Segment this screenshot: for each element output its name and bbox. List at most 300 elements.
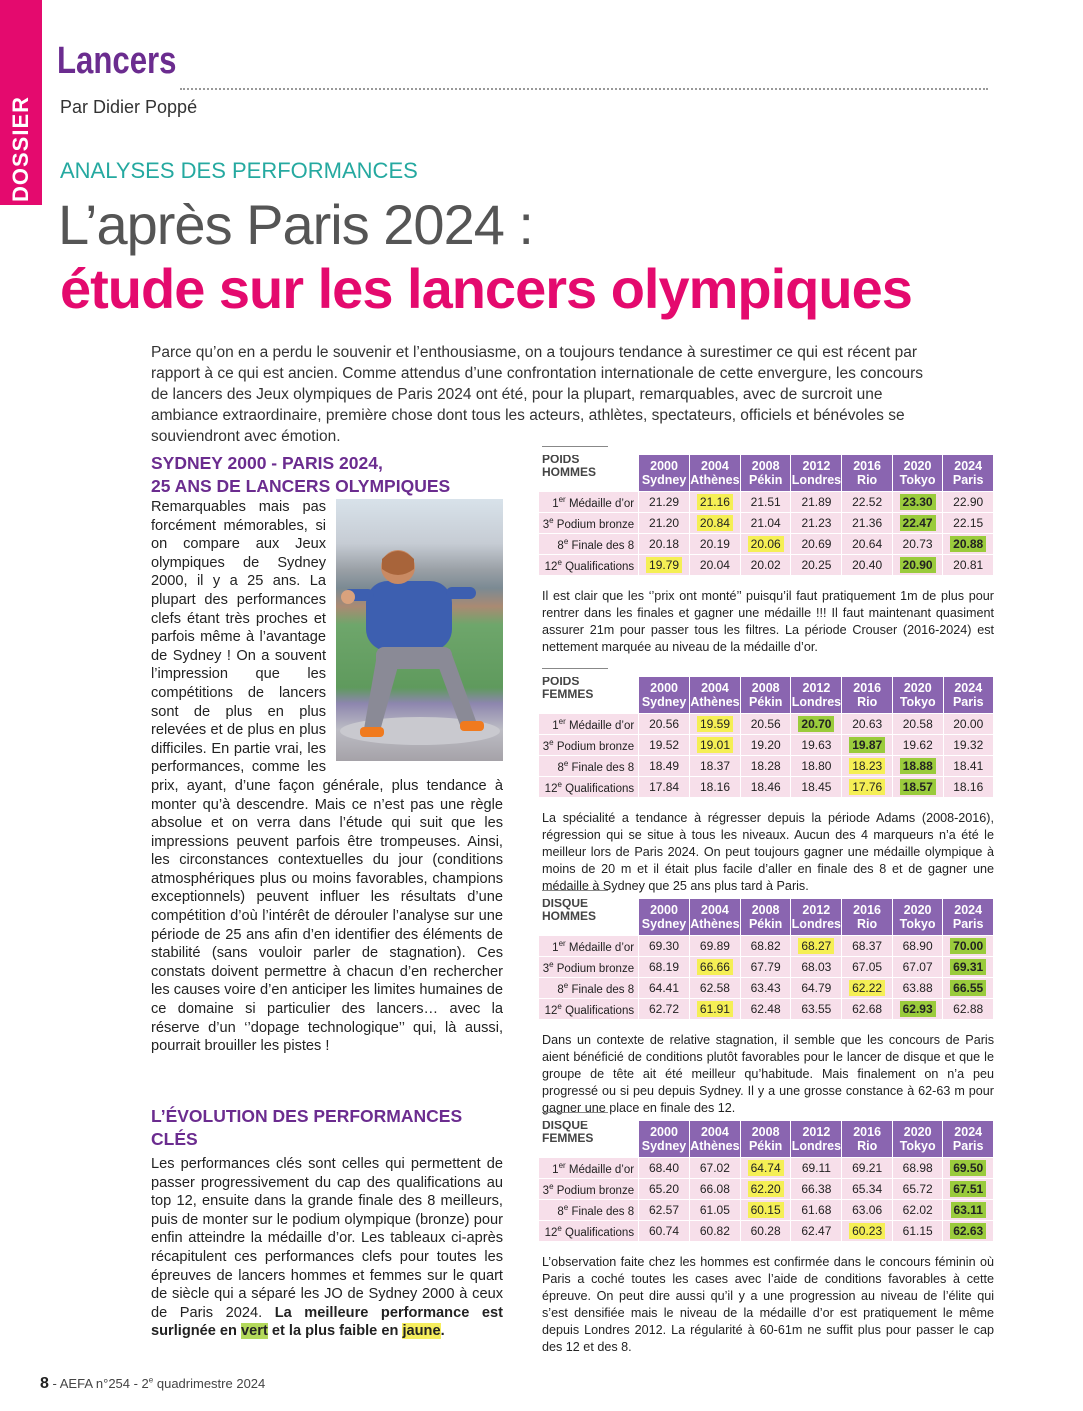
cell-value: 18.16 — [953, 780, 984, 794]
table-cell — [740, 513, 791, 534]
table-cell — [740, 1158, 791, 1179]
table-cell — [842, 534, 892, 555]
column-year: 2000 — [650, 681, 678, 695]
table-cell — [842, 492, 892, 513]
column-header — [740, 677, 790, 714]
headline-line-2: étude sur les lancers olympiques — [60, 257, 912, 320]
cell-value: 68.98 — [902, 1161, 933, 1175]
column-year: 2008 — [751, 459, 780, 473]
section1-heading — [151, 452, 503, 498]
column-header — [791, 677, 842, 714]
column-city: Tokyo — [899, 695, 936, 709]
row-label — [539, 534, 639, 555]
cell-value: 62.88 — [953, 1002, 984, 1016]
column-header — [740, 455, 791, 492]
table-cell — [639, 999, 690, 1020]
column-year: 2016 — [853, 681, 882, 695]
table-cell — [892, 513, 943, 534]
column-city: Athènes — [690, 1139, 740, 1153]
cell-value: 68.90 — [902, 939, 933, 953]
row-rank-sup: e — [549, 1181, 554, 1191]
header-blank — [539, 677, 639, 714]
cell-value: 20.56 — [649, 717, 680, 731]
row-rank: 12 — [544, 1004, 558, 1017]
cell-value: 62.47 — [801, 1224, 832, 1238]
table-cell — [791, 1179, 842, 1200]
table-cell — [689, 513, 740, 534]
column-header — [892, 1121, 943, 1158]
row-label-text: Podium bronze — [556, 962, 635, 975]
cell-value: 64.74 — [748, 1160, 784, 1176]
publication-b: quadrimestre 2024 — [153, 1376, 266, 1391]
dotted-divider — [180, 88, 988, 90]
column-city: Rio — [857, 473, 878, 487]
column-header — [943, 455, 994, 492]
row-rank: 3 — [542, 962, 550, 975]
cell-value: 68.37 — [852, 939, 883, 953]
table-cell — [740, 999, 790, 1020]
column-year: 2020 — [903, 459, 932, 473]
cell-value: 20.04 — [699, 558, 730, 572]
table-cell — [689, 978, 740, 999]
column-year: 2008 — [751, 903, 780, 917]
cell-value: 19.63 — [801, 738, 832, 752]
table-cell — [740, 534, 791, 555]
cell-value: 18.23 — [849, 758, 885, 774]
table-cell — [689, 492, 740, 513]
cell-value: 20.18 — [649, 537, 680, 551]
table-cell — [892, 1200, 943, 1221]
cell-value: 62.22 — [849, 980, 885, 996]
column-city: Paris — [952, 917, 984, 931]
table-cell — [943, 978, 994, 999]
cell-value: 20.73 — [902, 537, 933, 551]
table-row — [539, 735, 994, 756]
cell-value: 20.25 — [801, 558, 832, 572]
row-rank: 12 — [544, 560, 558, 573]
row-rank: 8 — [557, 983, 564, 996]
column-header — [639, 455, 690, 492]
table-row — [539, 1179, 994, 1200]
row-rank-sup: e — [563, 1202, 569, 1212]
cell-value: 63.55 — [801, 1002, 832, 1016]
cell-value: 20.00 — [953, 717, 984, 731]
column-city: Tokyo — [899, 917, 936, 931]
table-poids-femmes — [538, 668, 994, 893]
table-cell — [639, 555, 690, 576]
row-label-text: Finale des 8 — [571, 983, 635, 996]
row-rank: 1 — [552, 1163, 559, 1176]
results-table — [538, 676, 994, 798]
table-cell — [943, 735, 993, 756]
row-label-text: Qualifications — [565, 782, 635, 795]
table-disque-hommes — [538, 890, 994, 1115]
table-cell — [690, 777, 741, 798]
table-cell — [740, 714, 790, 735]
table-cell — [639, 1200, 690, 1221]
table-cell — [639, 492, 690, 513]
table-row — [539, 978, 994, 999]
column-header — [690, 677, 741, 714]
cell-value: 21.51 — [750, 495, 781, 509]
athlete-photo — [336, 499, 503, 761]
table-cell — [791, 936, 842, 957]
cell-value: 66.08 — [699, 1182, 730, 1196]
column-city: Pékin — [749, 473, 783, 487]
cell-value: 20.40 — [852, 558, 883, 572]
column-year: 2012 — [802, 681, 831, 695]
row-rank: 8 — [557, 539, 564, 552]
row-rank-sup: e — [549, 515, 554, 525]
table-row — [539, 936, 994, 957]
results-table — [538, 454, 994, 576]
table-cell — [943, 999, 994, 1020]
cell-value: 69.11 — [801, 1161, 831, 1175]
cell-value: 20.63 — [852, 717, 883, 731]
table-cell — [892, 735, 943, 756]
table-cell — [740, 978, 790, 999]
cell-value: 21.89 — [801, 495, 832, 509]
column-year: 2020 — [903, 681, 932, 695]
table-cell — [943, 1200, 994, 1221]
column-year: 2024 — [954, 681, 983, 695]
section2-body — [151, 1155, 503, 1341]
table-cell — [639, 1158, 690, 1179]
row-label — [539, 492, 639, 513]
cell-value: 22.15 — [953, 516, 984, 530]
cell-value: 18.80 — [801, 759, 832, 773]
table-cell — [689, 1179, 740, 1200]
cell-value: 18.46 — [750, 780, 781, 794]
results-table — [538, 898, 994, 1020]
legend-green-word: vert — [241, 1323, 268, 1340]
table-cell — [943, 714, 993, 735]
table-cell — [791, 1221, 842, 1242]
column-city: Londres — [791, 1139, 842, 1153]
table-cell — [639, 978, 690, 999]
cell-value: 62.58 — [699, 981, 730, 995]
column-city: Pékin — [749, 695, 783, 709]
table-cell — [842, 714, 893, 735]
table-cell — [791, 555, 842, 576]
column-header — [689, 899, 740, 936]
table-cell — [740, 555, 791, 576]
column-header — [892, 455, 943, 492]
table-cell — [943, 777, 993, 798]
table-cell — [689, 534, 740, 555]
table-cell — [791, 513, 842, 534]
row-rank: 3 — [542, 1184, 550, 1197]
lead-paragraph: Parce qu’on en a perdu le souvenir et l’enthousiasme, on a toujours tendance à surestimer ce qui est récent par rapport à ce qui est ancien. Comme attendus d’une confrontation internationale de cette envergure, les concours de lancers des Jeux olympiques de Paris 2024 ont été, pour la plupart, remarquables, avec de surcroit une ambiance extraordinaire, première chose dont tous les acteurs, athlètes, spectateurs, officiels et bénévoles se souviendront avec émotion. — [151, 344, 924, 445]
column-city: Rio — [857, 695, 878, 709]
table-cell — [791, 999, 842, 1020]
column-year: 2020 — [903, 903, 932, 917]
column-city: Sydney — [641, 695, 687, 709]
column-header — [791, 455, 842, 492]
column-city: Paris — [952, 695, 984, 709]
cell-value: 67.02 — [699, 1161, 730, 1175]
column-header — [791, 899, 842, 936]
table-row — [539, 1221, 994, 1242]
row-label — [539, 936, 639, 957]
cell-value: 17.84 — [649, 780, 680, 794]
rubric-title: Lancers — [57, 40, 177, 82]
table-cell — [791, 735, 842, 756]
cell-value: 20.58 — [902, 717, 933, 731]
row-label — [539, 555, 639, 576]
row-label — [539, 1158, 639, 1179]
table-cell — [842, 978, 893, 999]
cell-value: 68.82 — [750, 939, 781, 953]
author-line: Par Didier Poppé — [60, 97, 198, 117]
cell-value: 62.63 — [950, 1223, 986, 1239]
cell-value: 62.93 — [900, 1001, 936, 1017]
table-note: Dans un contexte de relative stagnation, il semble que les concours de Paris aient bénéficié de conditions plutôt favorables pour le lancer de disque et que le groupe de tête ait été meilleur qu’habitude. Mais finalement on n’a peu progressé ou si peu depuis Sydney. Il y a une grosse constance à 62-63 m pour gagner une place en finale des 12. — [542, 1033, 994, 1115]
table-cell — [791, 492, 842, 513]
table-cell — [892, 936, 943, 957]
cell-value: 17.76 — [849, 779, 885, 795]
row-label-text: Finale des 8 — [571, 761, 635, 774]
column-year: 2016 — [853, 1125, 882, 1139]
cell-value: 62.48 — [750, 1002, 781, 1016]
cell-value: 20.90 — [900, 557, 936, 573]
cell-value: 62.57 — [648, 1203, 680, 1217]
row-rank: 12 — [544, 1226, 558, 1239]
column-city: Londres — [791, 473, 842, 487]
caption-rule — [542, 890, 608, 891]
cell-value: 68.03 — [801, 960, 832, 974]
column-year: 2012 — [802, 459, 831, 473]
row-rank-sup: e — [563, 980, 569, 990]
row-rank-sup: e — [557, 1223, 562, 1233]
caption-event: POIDS — [542, 674, 580, 688]
caption-event: DISQUE — [542, 896, 589, 910]
header-blank — [539, 899, 639, 936]
table-cell — [689, 936, 740, 957]
column-header — [740, 1121, 791, 1158]
row-label-text: Qualifications — [565, 560, 635, 573]
cell-value: 65.20 — [648, 1182, 680, 1196]
table-cell — [943, 534, 994, 555]
cell-value: 61.05 — [699, 1203, 730, 1217]
column-year: 2024 — [954, 903, 983, 917]
caption-event: POIDS — [542, 452, 580, 466]
caption-gender: FEMMES — [542, 1131, 594, 1145]
row-label — [539, 1200, 639, 1221]
publication-a: - AEFA n°254 - 2 — [52, 1376, 149, 1391]
table-cell — [639, 756, 690, 777]
cell-value: 69.50 — [950, 1160, 986, 1176]
row-label — [539, 1221, 639, 1242]
table-cell — [892, 957, 943, 978]
column-header — [943, 899, 994, 936]
row-rank-sup: er — [558, 1160, 566, 1170]
table-cell — [639, 1179, 690, 1200]
caption-event: DISQUE — [542, 1118, 589, 1132]
row-rank: 12 — [544, 782, 558, 795]
column-year: 2024 — [954, 459, 983, 473]
cell-value: 20.84 — [697, 515, 733, 531]
cell-value: 61.91 — [697, 1001, 733, 1017]
cell-value: 60.23 — [849, 1223, 885, 1239]
column-year: 2000 — [650, 459, 678, 473]
cell-value: 18.88 — [900, 758, 936, 774]
row-label — [539, 957, 639, 978]
cell-value: 18.41 — [953, 759, 984, 773]
cell-value: 21.29 — [649, 495, 680, 509]
table-cell — [689, 1221, 740, 1242]
section1-body: Remarquables mais pas forcément mémorables, si on compare aux Jeux olympiques de Sydney 2000, il y a 25 ans. La plupart des performances clefs étant très proches et parfois même à l’avantage de Sydney ! On a souvent l’impression que les compétitions de lancers sont de plus en plus relevées et de plus en plus difficiles. En partie vrai, les performances, comme les prix, ayant, d’une façon générale, plus tendance à monter qu’à descendre. Mais ce n’est pas une règle absolue et on verra dans l’étude qui suit que les impressions peuvent parfois être trompeuses. Ainsi, les circonstances contextuelles du jour (conditions atmosphériques plus ou moins favorables, champions exceptionnels) peuvent influer les résultats d’une compétition d’où l’intérêt de dérouler l’analyse sur une période de 25 ans afin d’en identifier des éléments de stabilité (sans vouloir parler de stagnation). Ces constats doivent permettre à chacun d’en rechercher les causes voire d’en anticiper les limites humaines de ce domaine si particulier des lancers… avec la réserve d’un ‘’dopage technologique’’ qui, là aussi, pourrait brouiller les pistes ! — [151, 499, 503, 1055]
column-header — [639, 677, 690, 714]
table-cell — [791, 1200, 842, 1221]
column-header — [639, 1121, 690, 1158]
cell-value: 69.21 — [852, 1161, 883, 1175]
table-cell — [740, 1200, 791, 1221]
cell-value: 23.30 — [900, 494, 936, 510]
column-header — [689, 1121, 740, 1158]
column-city: Pékin — [748, 1139, 783, 1153]
table-row — [539, 756, 994, 777]
cell-value: 60.15 — [748, 1202, 784, 1218]
section2 — [151, 1105, 503, 1341]
column-year: 2016 — [853, 903, 881, 917]
cell-value: 19.59 — [697, 716, 733, 732]
cell-value: 62.72 — [649, 1002, 680, 1016]
cell-value: 60.28 — [750, 1224, 781, 1238]
column-header — [842, 899, 893, 936]
publication-sup: e — [148, 1375, 154, 1385]
cell-value: 66.66 — [697, 959, 733, 975]
table-cell — [892, 999, 943, 1020]
column-header — [943, 677, 993, 714]
row-label-text: Médaille d’or — [568, 719, 635, 732]
cell-value: 68.19 — [649, 960, 680, 974]
row-rank: 1 — [552, 941, 559, 954]
cell-value: 64.41 — [649, 981, 680, 995]
row-rank-sup: e — [557, 779, 562, 789]
header-row — [539, 455, 994, 492]
table-cell — [842, 1200, 893, 1221]
table-cell — [892, 555, 943, 576]
row-rank-sup: e — [549, 959, 554, 969]
header-blank — [539, 455, 639, 492]
column-header — [842, 677, 893, 714]
table-cell — [689, 555, 740, 576]
cell-value: 21.20 — [649, 516, 680, 530]
column-header — [689, 455, 740, 492]
column-year: 2024 — [954, 1125, 983, 1139]
row-label-text: Qualifications — [565, 1226, 635, 1239]
cell-value: 67.51 — [950, 1181, 986, 1197]
table-cell — [689, 1200, 740, 1221]
table-note: La spécialité a tendance à régresser depuis la période Adams (2008-2016), régression qui se situe à tous les niveaux. Aucun des 4 marqueurs n’a été le meilleur lors de Paris 2024. On peut toujours gagner une médaille olympique à moins de 20 m et il était plus facile d’aller en finale des 8 et de gagner une médaille à Sydney que 25 ans plus tard à Paris. — [542, 811, 994, 893]
column-city: Sydney — [641, 473, 687, 487]
cell-value: 20.64 — [852, 537, 883, 551]
cell-value: 21.23 — [801, 516, 832, 530]
cell-value: 70.00 — [950, 938, 986, 954]
table-cell — [689, 1158, 740, 1179]
cell-value: 21.16 — [697, 494, 733, 510]
row-label-text: Médaille d’or — [568, 1163, 635, 1176]
row-rank-sup: e — [563, 758, 569, 768]
row-label — [539, 735, 639, 756]
cell-value: 19.52 — [649, 738, 680, 752]
table-cell — [842, 1179, 893, 1200]
row-label — [539, 978, 639, 999]
cell-value: 19.79 — [646, 557, 682, 573]
table-cell — [943, 1179, 994, 1200]
cell-value: 19.20 — [750, 738, 781, 752]
cell-value: 67.79 — [750, 960, 781, 974]
table-row — [539, 714, 994, 735]
column-header — [842, 1121, 893, 1158]
row-label-text: Podium bronze — [556, 1184, 635, 1197]
cell-value: 20.19 — [699, 537, 730, 551]
cell-value: 63.43 — [750, 981, 781, 995]
column-year: 2004 — [700, 1125, 729, 1139]
column-year: 2004 — [701, 681, 729, 695]
table-row — [539, 492, 994, 513]
row-rank-sup: e — [563, 536, 569, 546]
table-cell — [892, 1179, 943, 1200]
left-column — [151, 452, 503, 1056]
row-label — [539, 1179, 639, 1200]
row-label-text: Finale des 8 — [571, 1205, 635, 1218]
column-city: Pékin — [748, 917, 783, 931]
section2-heading: L’ÉVOLUTION DES PERFORMANCES CLÉS — [151, 1106, 463, 1149]
table-cell — [892, 534, 943, 555]
column-city: Tokyo — [899, 473, 936, 487]
cell-value: 65.34 — [852, 1182, 883, 1196]
kicker: ANALYSES DES PERFORMANCES — [60, 158, 418, 183]
cell-value: 63.06 — [852, 1203, 883, 1217]
caption-rule — [542, 668, 608, 669]
row-rank: 3 — [542, 518, 550, 531]
column-city: Paris — [952, 1139, 984, 1153]
table-cell — [892, 1221, 943, 1242]
table-row — [539, 1200, 994, 1221]
cell-value: 63.11 — [951, 1202, 986, 1218]
table-note: Il est clair que les ‘’prix ont monté’’ puisqu’il faut pratiquement 1m de plus pour rentrer dans les finales et gagner une médaille !!! Il faut maintenant quasiment assurer 21m pour passer tous les filtres. La période Crouser (2016-2024) est nettement marquée au niveau de la médaille d’or. — [542, 589, 994, 654]
cell-value: 67.07 — [902, 960, 933, 974]
caption-gender: HOMMES — [542, 465, 596, 479]
cell-value: 69.31 — [950, 959, 986, 975]
row-label-text: Podium bronze — [556, 518, 635, 531]
cell-value: 60.74 — [648, 1224, 680, 1238]
column-year: 2000 — [650, 903, 678, 917]
column-year: 2020 — [903, 1125, 932, 1139]
table-cell — [690, 756, 741, 777]
cell-value: 63.88 — [902, 981, 933, 995]
table-cell — [740, 957, 790, 978]
row-label — [539, 714, 639, 735]
caption-gender: HOMMES — [542, 909, 596, 923]
column-header — [892, 677, 943, 714]
table-note: L’observation faite chez les hommes est confirmée dans le concours féminin où Paris a coché toutes les cases avec l’aide de conditions favorables à cette épreuve. On peut dire aussi qu’il y a une progression au niveau de l’élite qui s’est densifiée mais le niveau de la médaille d’or est pratiquement le même depuis Londres 2012. La régularité à 60-61m ne suffit plus pour passer le cap des 12 et des 8. — [542, 1255, 994, 1354]
column-city: Rio — [857, 917, 878, 931]
column-city: Athènes — [690, 695, 740, 709]
table-cell — [842, 777, 893, 798]
table-cell — [842, 1221, 893, 1242]
table-cell — [689, 957, 740, 978]
cell-value: 65.72 — [902, 1182, 933, 1196]
section1-heading-line1: SYDNEY 2000 - PARIS 2024, — [151, 453, 383, 473]
cell-value: 20.69 — [801, 537, 832, 551]
table-cell — [791, 978, 842, 999]
cell-value: 18.37 — [699, 759, 730, 773]
cell-value: 18.49 — [649, 759, 680, 773]
row-rank-sup: e — [549, 737, 554, 747]
